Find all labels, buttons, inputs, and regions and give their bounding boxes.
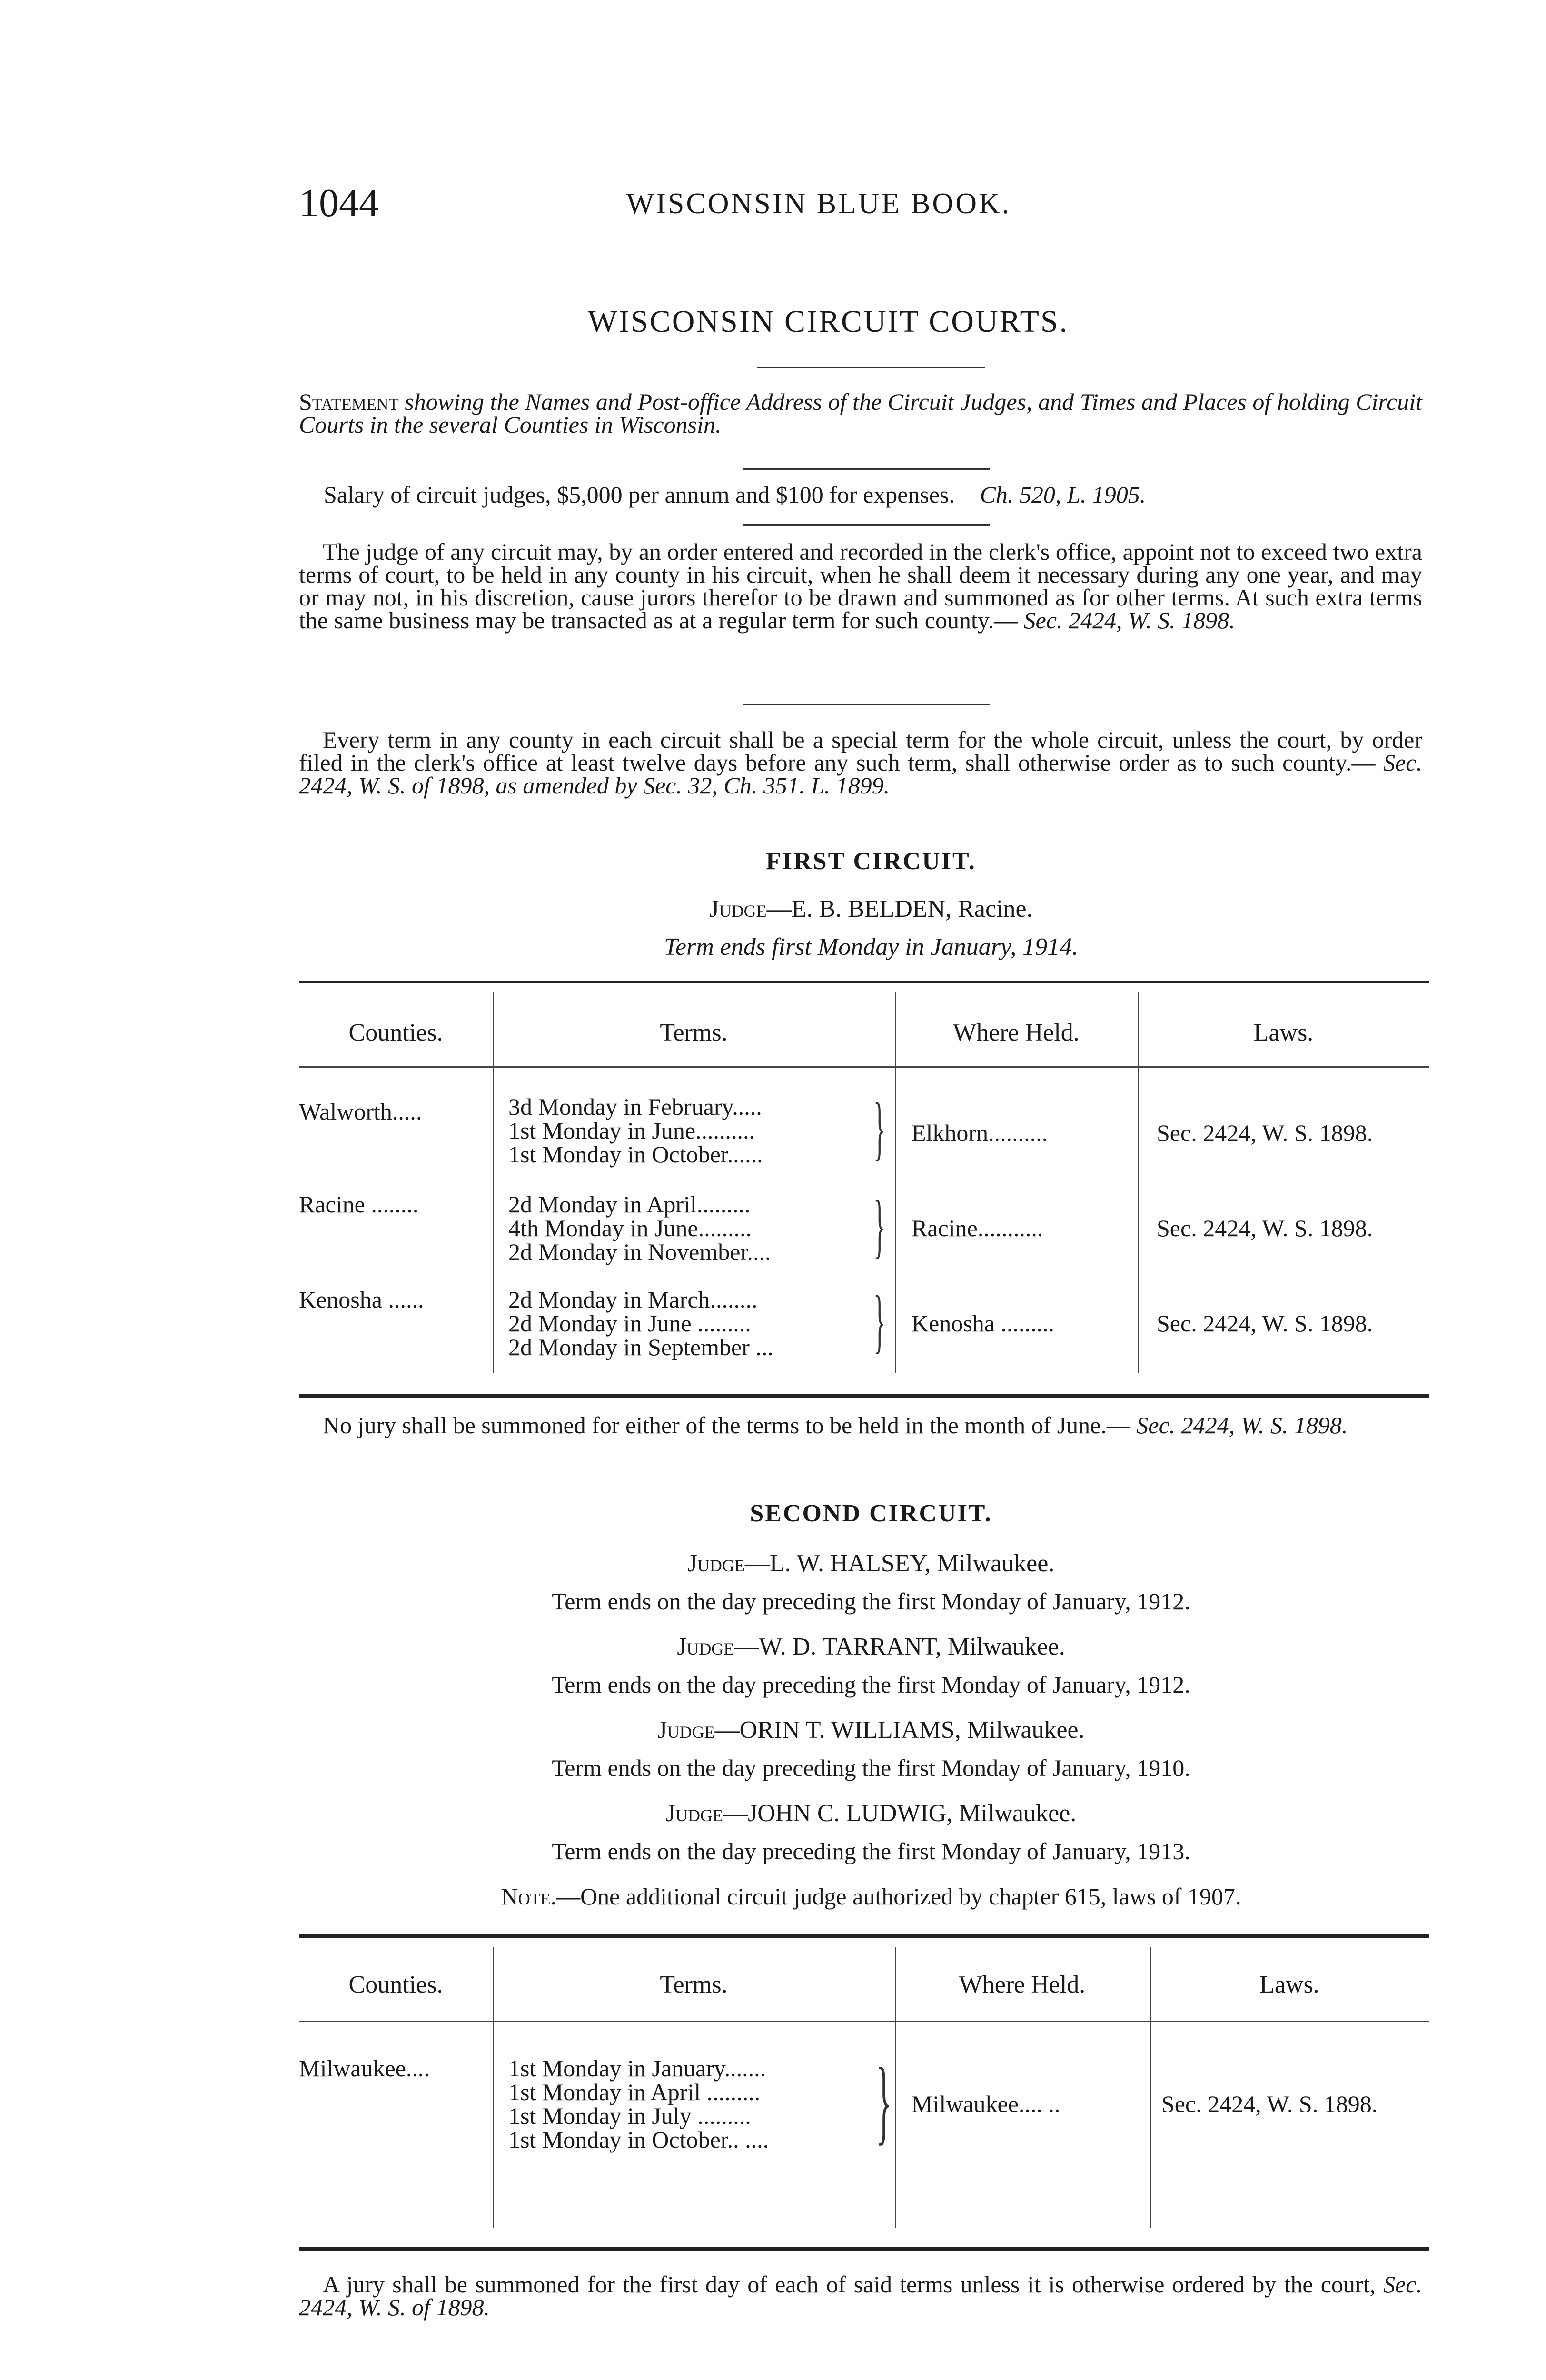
first-circuit-note	[299, 1414, 1422, 1437]
table1-law: Sec. 2424, W. S. 1898.	[1157, 1310, 1373, 1337]
table2-header-counties: Counties.	[348, 1971, 443, 1998]
table1-where: Kenosha .........	[912, 1310, 1054, 1337]
extra-terms-cite: Sec. 2424, W. S. 1898.	[1023, 607, 1235, 634]
table1-county-kenosha: Kenosha ......	[299, 1286, 424, 1313]
table1-header-laws: Laws.	[1253, 1019, 1314, 1046]
table1-county-walworth: Walworth.....	[299, 1098, 422, 1125]
table1-law: Sec. 2424, W. S. 1898.	[1157, 1215, 1373, 1241]
second-judge-4-term: Term ends on the day preceding the first Monday of January, 1913.	[552, 1838, 1190, 1864]
table1-term: 3d Monday in February.....	[508, 1093, 762, 1120]
special-terms-text: Every term in any county in each circuit shall be a special term for the whole circuit, unless the court, by order filed in the clerk's office at least twelve days before any such term, shall otherwise order as to such county.—	[299, 726, 1422, 776]
table1-header-where: Where Held.	[953, 1019, 1080, 1046]
judge-name: —W. D. TARRANT, Milwaukee.	[734, 1633, 1065, 1660]
second-judge-4	[428, 1799, 1314, 1827]
table1-col-divider-1	[493, 992, 494, 1373]
second-judge-3	[428, 1716, 1314, 1744]
brace-glyph: }	[873, 1089, 886, 1168]
table1-term: 4th Monday in June.........	[508, 1215, 752, 1241]
footnote-text: A jury shall be summoned for the first day of each of said terms unless it is otherwise ordered by the court,	[323, 2271, 1376, 2298]
table1-county-racine: Racine ........	[299, 1191, 419, 1218]
judge-label: Judge	[677, 1633, 734, 1660]
judge-name: —L. W. HALSEY, Milwaukee.	[744, 1550, 1055, 1577]
table1-term: 2d Monday in November....	[508, 1239, 771, 1265]
note-label: Note.	[501, 1883, 557, 1910]
special-terms-cite: Sec. 2424, W. S. of 1898, as amended by Sec. 32, Ch. 351. L. 1899.	[299, 749, 1422, 799]
second-circuit-heading: SECOND CIRCUIT.	[750, 1500, 992, 1527]
table1-top-rule	[299, 981, 1429, 983]
table2-term: 1st Monday in January.......	[508, 2055, 766, 2082]
first-circuit-term-ends: Term ends first Monday in January, 1914.	[664, 933, 1079, 961]
brace-glyph: }	[873, 1281, 886, 1360]
extra-terms-rule	[743, 704, 990, 705]
first-circuit-heading: FIRST CIRCUIT.	[766, 848, 976, 875]
salary-text: Salary of circuit judges, $5,000 per annum and $100 for expenses.	[324, 481, 955, 508]
page-number: 1044	[299, 181, 379, 225]
table2-header-where: Where Held.	[959, 1971, 1086, 1998]
table1-bottom-rule	[299, 1394, 1429, 1398]
second-circuit-footnote	[299, 2273, 1422, 2319]
table2-law: Sec. 2424, W. S. 1898.	[1161, 2091, 1378, 2117]
table1-header-terms: Terms.	[660, 1019, 728, 1046]
note-text: —One additional circuit judge authorized by chapter 615, laws of 1907.	[556, 1883, 1241, 1910]
judge-name: —ORIN T. WILLIAMS, Milwaukee.	[714, 1716, 1085, 1744]
judge-name: —JOHN C. LUDWIG, Milwaukee.	[723, 1800, 1077, 1827]
second-judge-1-term: Term ends on the day preceding the first Monday of January, 1912.	[552, 1588, 1190, 1615]
table2-term: 1st Monday in July .........	[508, 2102, 751, 2129]
table1-where: Racine...........	[912, 1215, 1043, 1241]
second-judge-3-term: Term ends on the day preceding the first Monday of January, 1910.	[552, 1755, 1190, 1781]
second-judge-2-term: Term ends on the day preceding the first Monday of January, 1912.	[552, 1671, 1190, 1698]
judge-label: Judge	[657, 1716, 715, 1744]
table2-where: Milwaukee.... ..	[912, 2091, 1060, 2117]
second-judge-2	[428, 1633, 1314, 1661]
extra-terms-paragraph	[299, 540, 1422, 632]
table1-term: 2d Monday in April.........	[508, 1191, 751, 1218]
special-terms-paragraph	[299, 728, 1422, 797]
table1-where: Elkhorn..........	[912, 1120, 1048, 1146]
first-note-cite: Sec. 2424, W. S. 1898.	[1136, 1412, 1348, 1438]
brace-glyph: }	[876, 2049, 892, 2154]
table1-col-divider-2	[895, 992, 896, 1373]
section-title: WISCONSIN CIRCUIT COURTS.	[587, 304, 1069, 339]
table2-top-rule	[299, 1934, 1429, 1938]
brace-glyph: }	[873, 1186, 886, 1265]
table2-term: 1st Monday in April .........	[508, 2079, 761, 2105]
first-note-text: No jury shall be summoned for either of the terms to be held in the month of June.—	[323, 1412, 1130, 1438]
running-title: WISCONSIN BLUE BOOK.	[626, 188, 1011, 220]
table2-header-terms: Terms.	[660, 1971, 728, 1998]
footnote-cite: Sec. 2424, W. S. of 1898.	[299, 2271, 1422, 2320]
statement-lead: Statement	[299, 388, 399, 415]
table2-header-rule	[299, 2021, 1429, 2022]
table1-law: Sec. 2424, W. S. 1898.	[1157, 1120, 1373, 1146]
extra-terms-text: The judge of any circuit may, by an order entered and recorded in the clerk's office, appoint not to exceed two extra terms of court, to be held in any county in his circuit, when he shall deem it necessary during any one year, and may or may not, in his discretion, cause jurors therefor to be drawn and summoned as for other terms. At such extra terms the same business may be transacted as at a regular term for such county.—	[299, 538, 1422, 634]
table1-term: 2d Monday in March........	[508, 1286, 758, 1313]
table1-header-rule	[299, 1066, 1429, 1068]
second-circuit-note	[333, 1883, 1409, 1910]
table2-header-laws: Laws.	[1259, 1971, 1319, 1998]
judge-label: Judge	[665, 1800, 723, 1827]
title-rule	[757, 367, 985, 368]
first-judge-label: Judge	[709, 895, 767, 922]
table2-bottom-rule	[299, 2247, 1429, 2251]
table2-county-milwaukee: Milwaukee....	[299, 2055, 430, 2082]
table1-term: 1st Monday in October......	[508, 1141, 763, 1168]
table1-header-counties: Counties.	[348, 1019, 443, 1046]
salary-citation: Ch. 520, L. 1905.	[980, 481, 1146, 508]
table1-col-divider-3	[1138, 992, 1139, 1373]
table1-term: 1st Monday in June..........	[508, 1117, 755, 1144]
statement-paragraph	[299, 390, 1422, 436]
table1-term: 2d Monday in June .........	[508, 1310, 751, 1337]
salary-line	[324, 481, 1418, 508]
second-judge-1	[428, 1549, 1314, 1577]
judge-label: Judge	[687, 1550, 745, 1577]
first-circuit-judge	[524, 895, 1219, 923]
table2-term: 1st Monday in October.. ....	[508, 2126, 769, 2153]
statement-rule	[743, 468, 990, 470]
statement-text: showing the Names and Post-office Address of the Circuit Judges, and Times and Places of holding Circuit Courts in the several Counties in Wisconsin.	[299, 388, 1423, 438]
first-judge-name: —E. B. BELDEN, Racine.	[766, 895, 1033, 922]
salary-rule	[743, 524, 990, 526]
table1-term: 2d Monday in September ...	[508, 1334, 773, 1360]
